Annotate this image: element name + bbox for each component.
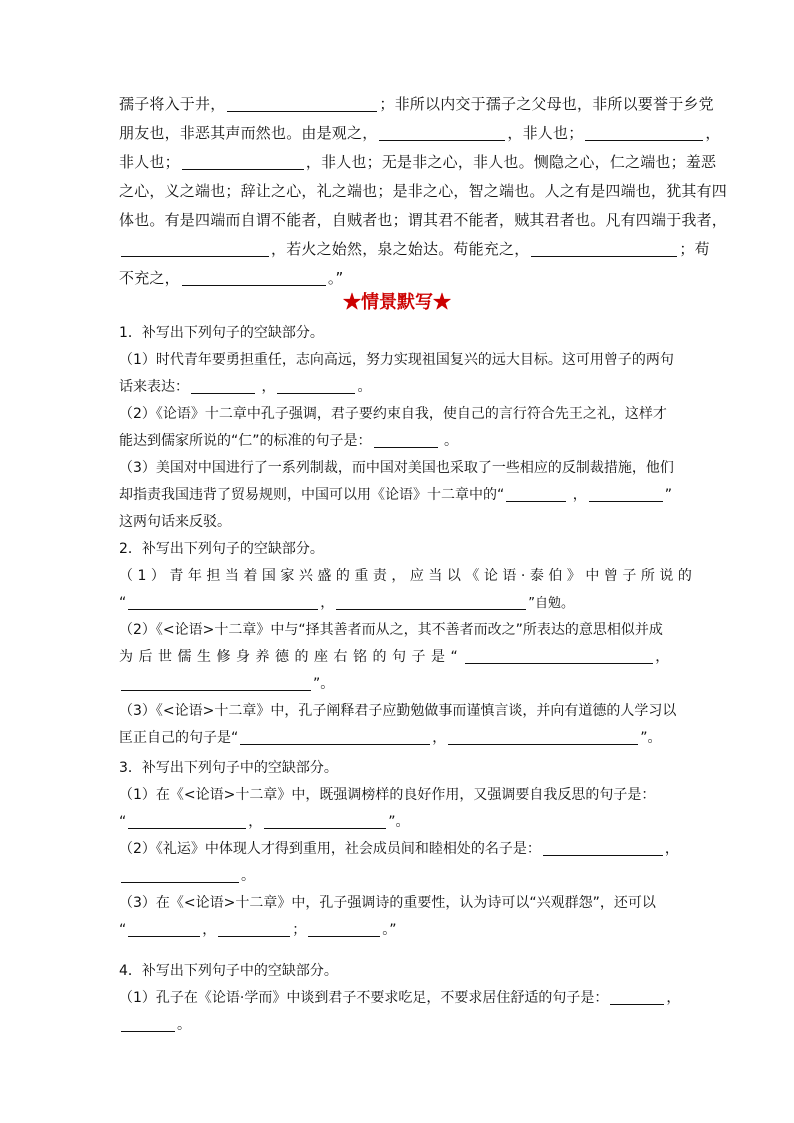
text: 匡正自己的句子是“ — [119, 730, 239, 746]
text: ，若火之始然，泉之始达。苟能充之， — [271, 240, 530, 258]
text: 。” — [382, 922, 397, 938]
answer-blank[interactable] — [379, 124, 505, 141]
answer-blank[interactable] — [128, 593, 318, 610]
text: ， — [705, 124, 721, 142]
answer-blank[interactable] — [506, 485, 566, 502]
answer-blank[interactable] — [308, 920, 380, 937]
text: 非人也； — [119, 153, 180, 171]
question-text: （1）青年担当着国家兴盛的重责，应当以《论语·泰伯》中曾子所说的 — [119, 568, 697, 584]
text: ， — [432, 730, 447, 746]
text: 能达到儒家所说的“仁”的标准的句子是： — [119, 433, 372, 449]
answer-blank[interactable] — [182, 153, 304, 170]
text: ”。 — [640, 730, 662, 746]
text: ，非人也； — [507, 124, 584, 142]
answer-blank[interactable] — [264, 812, 386, 829]
text: ， — [202, 922, 217, 938]
text: 朋友也，非恶其声而然也。由是观之， — [119, 124, 378, 142]
question-heading: 1．补写出下列句子的空缺部分。 — [119, 325, 324, 341]
text: ”。 — [388, 814, 410, 830]
answer-blank[interactable] — [182, 269, 326, 286]
text: ， — [666, 990, 681, 1006]
passage-text — [119, 90, 728, 293]
text: ， — [655, 649, 670, 665]
text: 。 — [177, 1017, 191, 1033]
question-4 — [119, 958, 687, 1039]
answer-blank[interactable] — [227, 95, 377, 112]
answer-blank[interactable] — [448, 728, 638, 745]
text: 孺子将入于井， — [119, 95, 226, 113]
answer-blank[interactable] — [191, 377, 255, 394]
answer-blank[interactable] — [531, 240, 677, 257]
text: （1）孔子在《论语·学而》中谈到君子不要求吃足，不要求居住舒适的句子是： — [119, 990, 609, 1006]
question-text: （2）《<论语>十二章》中与“择其善者而从之，其不善者而改之”所表达的意思相似并成 — [119, 622, 663, 638]
question-1 — [119, 320, 687, 536]
answer-blank[interactable] — [121, 1015, 175, 1032]
answer-blank[interactable] — [543, 839, 663, 856]
question-text: （3）美国对中国进行了一系列制裁，而中国对美国也采取了一些相应的反制裁措施，他们 — [119, 460, 674, 476]
text: ；苟 — [679, 240, 710, 258]
text: “ — [119, 595, 127, 611]
text: ， — [568, 487, 587, 503]
text: 却指责我国违背了贸易规则，中国可以用《论语》十二章中的“ — [119, 487, 505, 503]
text: ， — [320, 595, 335, 611]
question-heading: 4．补写出下列句子中的空缺部分。 — [119, 963, 338, 979]
text: 。” — [327, 269, 344, 287]
question-text: （2）《论语》十二章中孔子强调，君子要约束自我，使自己的言行符合先王之礼，这样才 — [119, 406, 667, 422]
question-text: （3）在《<论语>十二章》中，孔子强调诗的重要性，认为诗可以“兴观群怨”，还可以 — [119, 895, 656, 911]
question-heading: 2．补写出下列句子的空缺部分。 — [119, 541, 324, 557]
text: （2）《礼运》中体现人才得到重用，社会成员间和睦相处的名子是： — [119, 841, 541, 857]
answer-blank[interactable] — [585, 124, 703, 141]
question-heading: 3．补写出下列句子中的空缺部分。 — [119, 760, 338, 776]
text: 体也。有是四端而自谓不能者，自贼者也；谓其君不能者，贼其君者也。凡有四端于我者， — [119, 211, 728, 229]
answer-blank[interactable] — [336, 593, 526, 610]
question-text: （1）在《<论语>十二章》中，既强调榜样的良好作用，又强调要自我反思的句子是： — [119, 787, 656, 803]
answer-blank[interactable] — [128, 920, 200, 937]
text: ，非人也；无是非之心，非人也。恻隐之心，仁之端也；羞恶 — [305, 153, 717, 171]
question-text: （3）《<论语>十二章》中，孔子阐释君子应勤勉做事而谨慎言谈，并向有道德的人学习以 — [119, 703, 677, 719]
text: ， — [257, 379, 276, 395]
question-text: 这两句话来反驳。 — [119, 514, 231, 530]
text: ” — [664, 487, 672, 503]
text: 不充之， — [119, 269, 180, 287]
text: ”。 — [313, 676, 335, 692]
answer-blank[interactable] — [589, 485, 663, 502]
text: 。 — [357, 379, 372, 395]
text: ， — [248, 814, 263, 830]
question-text: （1）时代青年要勇担重任，志向高远，努力实现祖国复兴的远大目标。这可用曾子的两句 — [119, 352, 674, 368]
text: 。 — [241, 868, 255, 884]
text: ， — [664, 841, 679, 857]
text: “ — [119, 922, 127, 938]
answer-blank[interactable] — [240, 728, 430, 745]
answer-blank[interactable] — [121, 866, 239, 883]
answer-blank[interactable] — [465, 647, 653, 664]
text: 为后世儒生修身养德的座右铭的句子是“ — [119, 649, 464, 665]
text: “ — [119, 814, 127, 830]
answer-blank[interactable] — [121, 674, 311, 691]
text: 话来表达： — [119, 379, 189, 395]
text: ；非所以内交于孺子之父母也，非所以要誉于乡党 — [379, 95, 714, 113]
question-3 — [119, 755, 687, 944]
answer-blank[interactable] — [610, 988, 664, 1005]
text: ”自勉。 — [528, 596, 575, 611]
answer-blank[interactable] — [128, 812, 246, 829]
text: 之心，义之端也；辞让之心，礼之端也；是非之心，智之端也。人之有是四端也，犹其有四 — [119, 182, 728, 200]
section-title: ★情景默写★ — [343, 292, 451, 313]
text: 。 — [439, 433, 458, 449]
text: ； — [292, 922, 307, 938]
answer-blank[interactable] — [218, 920, 290, 937]
question-2 — [119, 536, 697, 752]
answer-blank[interactable] — [374, 431, 438, 448]
answer-blank[interactable] — [121, 240, 269, 257]
answer-blank[interactable] — [277, 377, 355, 394]
